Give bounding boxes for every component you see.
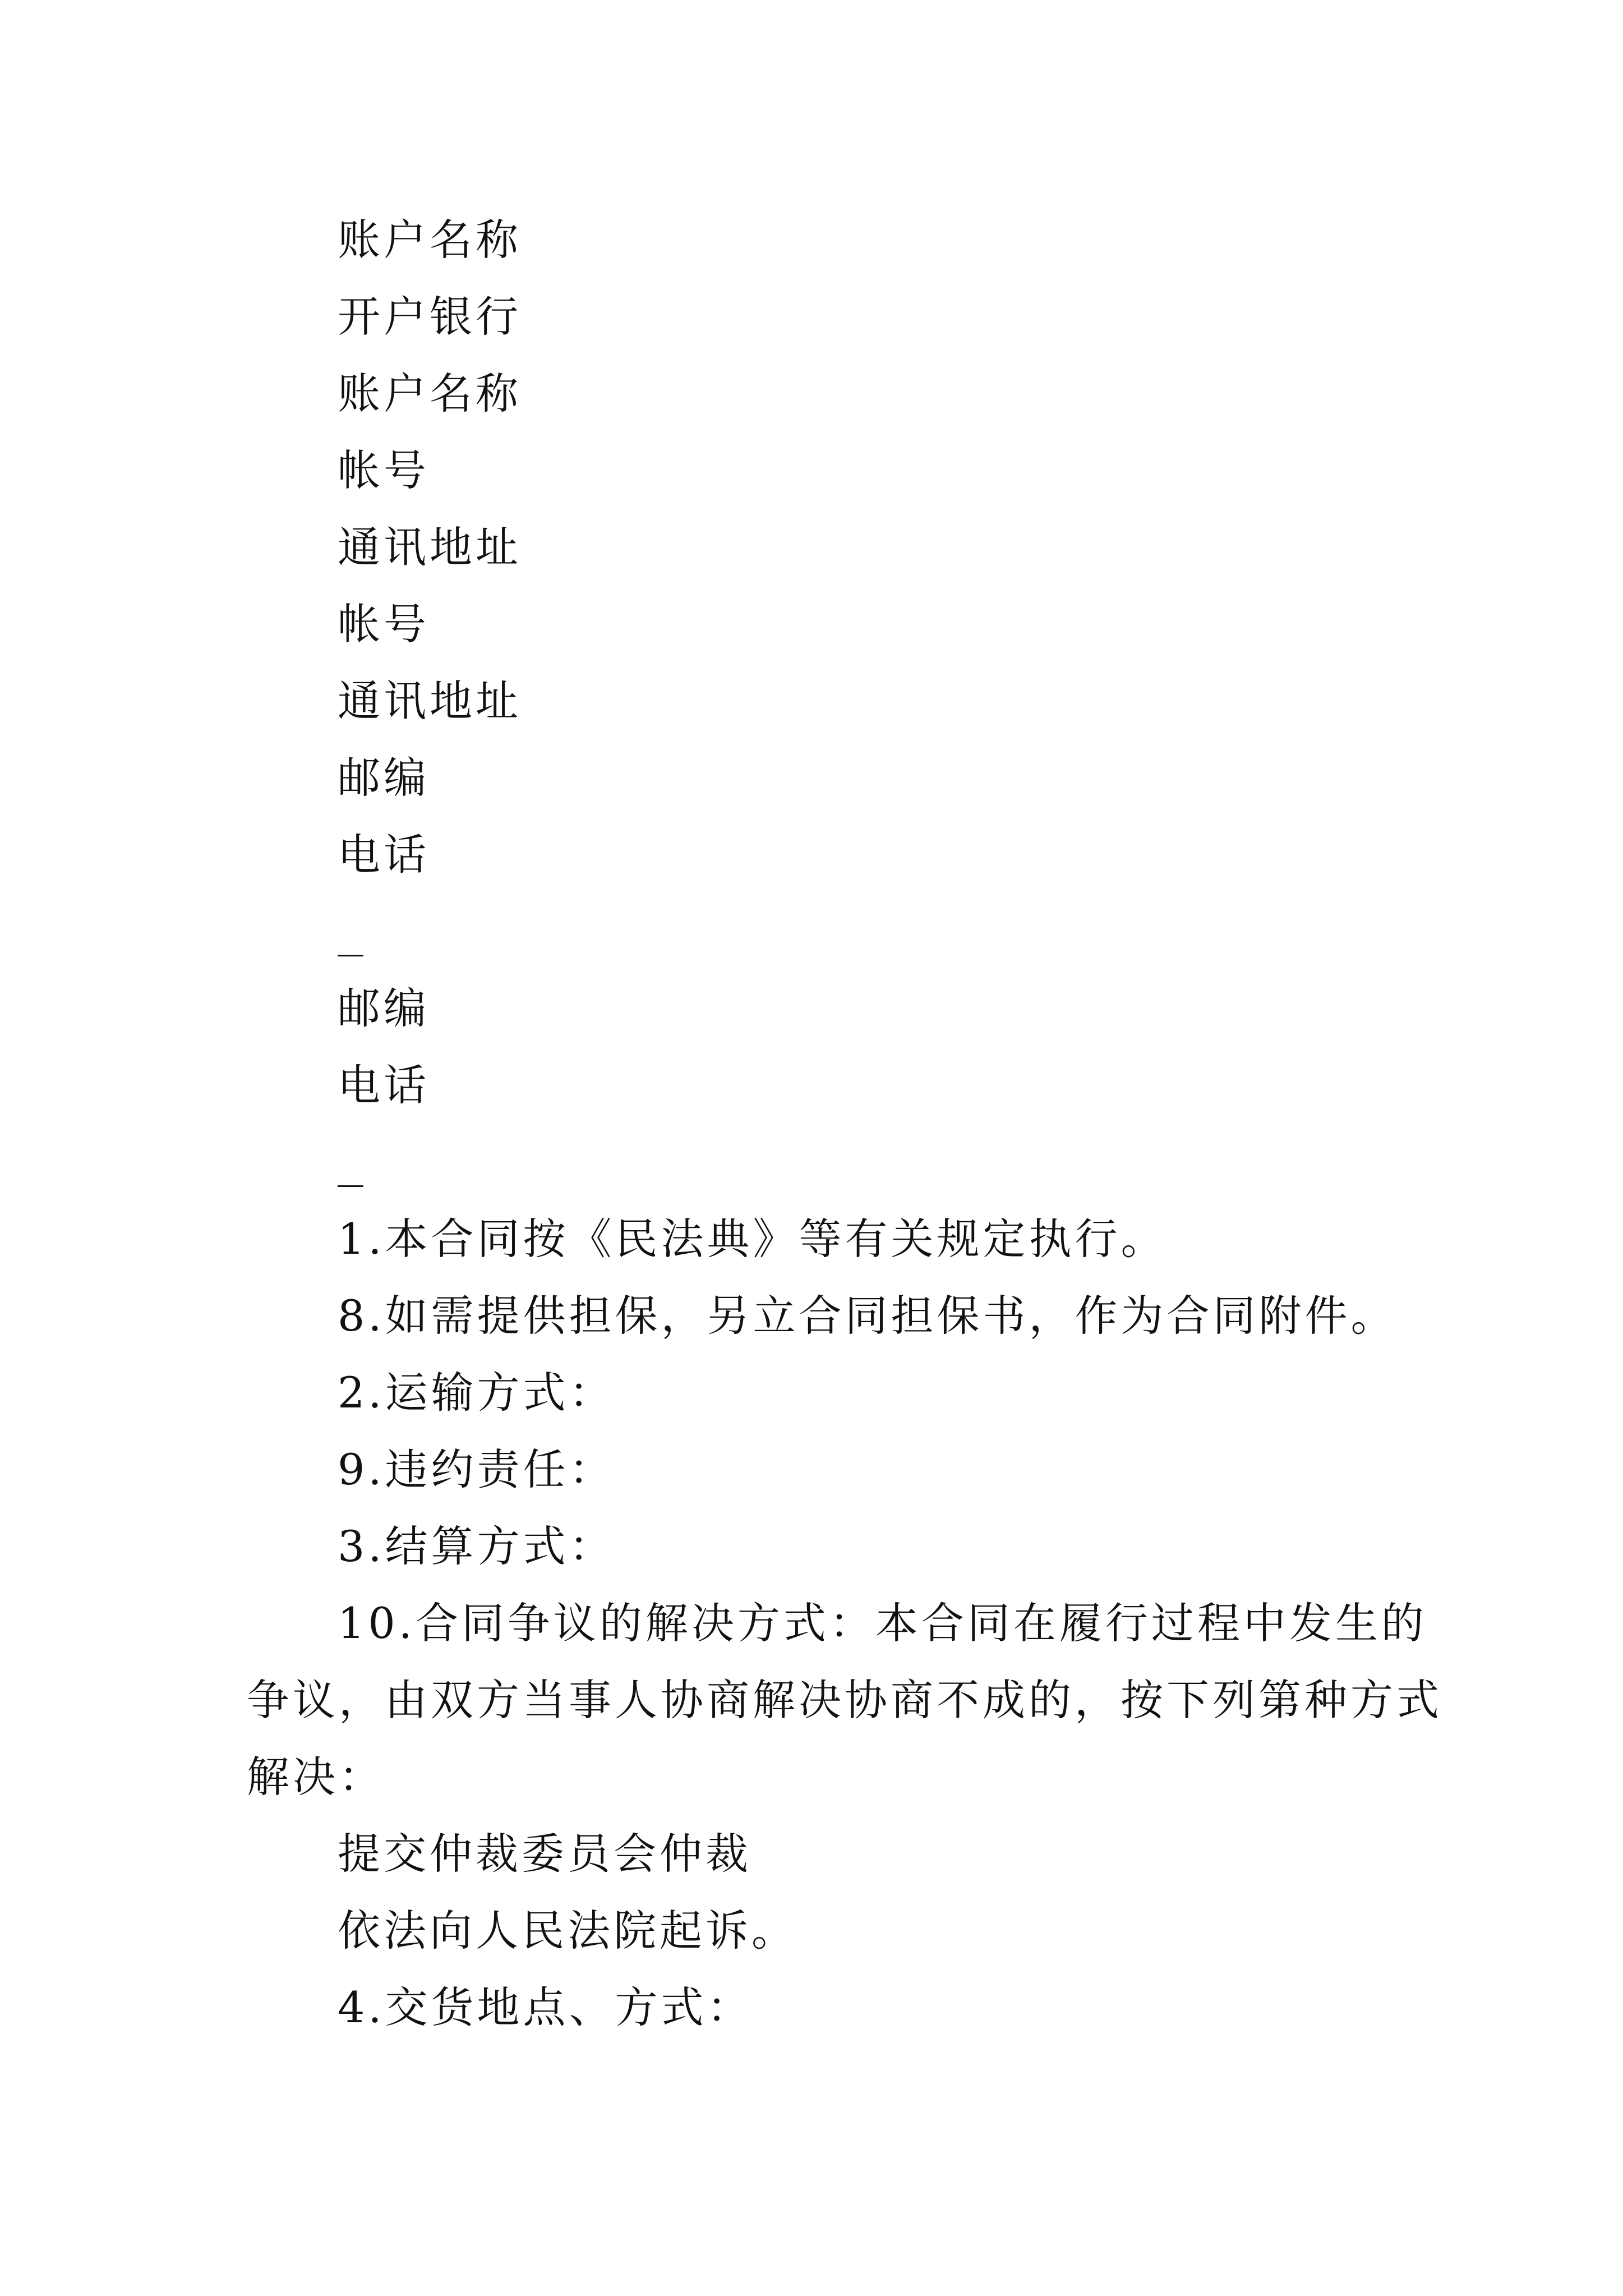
blank-underscore: _ [338,1137,363,1187]
blank-underscore: _ [338,907,363,956]
clause-10-line-1: 10.合同争议的解决方式：本合同在履行过程中发生的 [338,1598,1427,1648]
arbitration-option: 提交仲裁委员会仲裁 [338,1829,751,1879]
account-name-label: 账户名称 [338,369,522,418]
address-label: 通讯地址 [338,522,522,572]
account-number-label: 帐号 [338,445,430,495]
clause-8: 8.如需提供担保，另立合同担保书，作为合同附件。 [338,1291,1397,1341]
clause-9: 9.违约责任： [338,1444,615,1494]
clause-3: 3.结算方式： [338,1521,615,1571]
clause-10-line-3: 解决： [247,1752,385,1802]
account-number-label: 帐号 [338,599,430,649]
clause-10-line-2: 争议，由双方当事人协商解决协商不成的，按下列第种方式 [247,1675,1442,1725]
phone-label: 电话 [338,1060,430,1110]
phone-label: 电话 [338,830,430,880]
clause-1: 1.本合同按《民法典》等有关规定执行。 [338,1214,1167,1264]
address-label: 通讯地址 [338,676,522,726]
clause-2: 2.运输方式： [338,1368,615,1418]
clause-4: 4.交货地点、方式： [338,1982,753,2032]
litigation-option: 依法向人民法院起诉。 [338,1906,797,1955]
postcode-label: 邮编 [338,753,430,803]
account-name-label: 账户名称 [338,215,522,265]
postcode-label: 邮编 [338,983,430,1033]
bank-label: 开户银行 [338,292,522,342]
